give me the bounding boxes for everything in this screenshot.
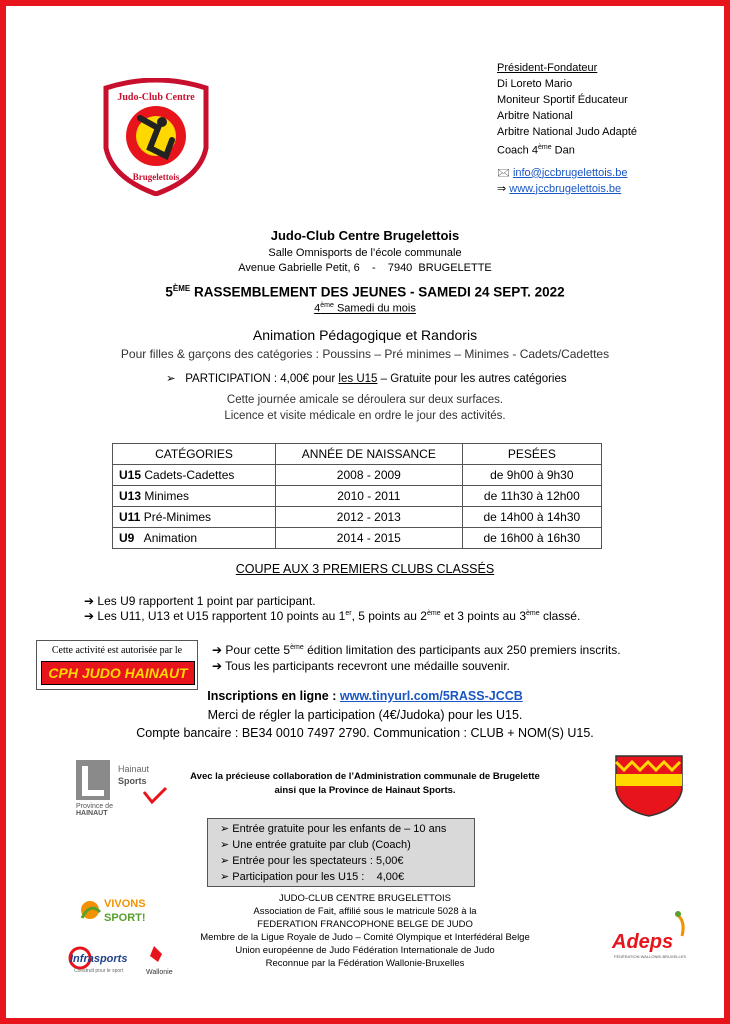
table-row: U13 Minimes 2010 - 2011 de 11h30 à 12h00 bbox=[113, 486, 602, 507]
email-row bbox=[497, 165, 637, 181]
registration-line: Inscriptions en ligne : www.tinyurl.com/5RASS-JCCB bbox=[207, 689, 523, 703]
event-title: 5ÈME RASSEMBLEMENT DES JEUNES - SAMEDI 24 SEPT. 2022 bbox=[165, 284, 565, 300]
table-row: U9 Animation 2014 - 2015 de 16h00 à 16h30 bbox=[113, 528, 602, 549]
club-name: Judo-Club Centre Brugelettois bbox=[270, 228, 460, 243]
club-logo bbox=[100, 78, 212, 196]
svg-text:FÉDÉRATION WALLONIE-BRUXELLES: FÉDÉRATION WALLONIE-BRUXELLES bbox=[614, 954, 687, 959]
svg-text:Infrasports: Infrasports bbox=[70, 953, 128, 965]
category-table bbox=[112, 443, 602, 549]
logo-text-bottom: Brugelettois bbox=[132, 172, 180, 182]
website-row bbox=[497, 181, 637, 197]
table-header: ANNÉE DE NAISSANCE bbox=[276, 444, 463, 465]
event-subtitle: 4ème Samedi du mois bbox=[314, 302, 416, 315]
cup-title: COUPE AUX 3 PREMIERS CLUBS CLASSÉS bbox=[235, 562, 495, 576]
table-row: U15 Cadets-Cadettes 2008 - 2009 de 9h00 à 9h30 bbox=[113, 465, 602, 486]
arrow-icon: ⇒ bbox=[497, 182, 507, 195]
collab-line-1: Avec la précieuse collaboration de l’Administration communale de Brugelette bbox=[190, 771, 540, 782]
president-line: Arbitre National Judo Adapté bbox=[497, 126, 638, 138]
club-venue: Salle Omnisports de l’école communale bbox=[268, 247, 462, 259]
bank-line: Compte bancaire : BE34 0010 7497 2790. Communication : CLUB + NOM(S) U15. bbox=[136, 726, 594, 740]
cph-bar: CPH JUDO HAINAUT bbox=[41, 661, 195, 685]
svg-text:Province de: Province de bbox=[76, 803, 113, 810]
fee-item: ➢ Entrée gratuite pour les enfants de – 10 ans bbox=[220, 821, 474, 837]
fees-box bbox=[207, 818, 475, 887]
note-line-2: Licence et visite médicale en ordre le jour des activités. bbox=[224, 410, 506, 422]
brugelette-coat-of-arms bbox=[614, 754, 684, 818]
vivons-sport-logo bbox=[78, 890, 158, 930]
svg-text:VIVONS: VIVONS bbox=[104, 898, 146, 910]
president-block bbox=[497, 60, 637, 197]
cup-line-1: ➔ Les U9 rapportent 1 point par participant. bbox=[84, 594, 316, 608]
payment-line: Merci de régler la participation (4€/Judoka) pour les U15. bbox=[207, 708, 523, 722]
svg-text:Sports: Sports bbox=[118, 776, 147, 786]
note-line-1: Cette journée amicale se déroulera sur deux surfaces. bbox=[226, 394, 504, 406]
footer-text: JUDO-CLUB CENTRE BRUGELETTOIS Association de Fait, affilié sous le matricule 5028 à la FEDERATION FRANCOPHONE BELGE DE JUDO Membre de la Ligue Royale de Judo – Comité Olympique et Interfédéral Belge Union européenne de Judo Fédération Internationale de Judo Reconnue par la Fédération Wallonie-Bruxelles bbox=[200, 893, 530, 969]
activity-title: Animation Pédagogique et Randoris bbox=[252, 327, 478, 343]
email-icon: 🖂 bbox=[497, 166, 510, 179]
table-header-row bbox=[113, 444, 602, 465]
registration-link[interactable]: www.tinyurl.com/5RASS-JCCB bbox=[339, 689, 523, 703]
fee-item: ➢ Une entrée gratuite par club (Coach) bbox=[220, 837, 474, 853]
audience-text: Pour filles & garçons des catégories : Poussins – Pré minimes – Minimes - Cadets/Cadettes bbox=[120, 347, 610, 361]
limit-line-1: ➔ Pour cette 5ème édition limitation des participants aux 250 premiers inscrits. bbox=[212, 643, 621, 657]
cup-line-2: ➔ Les U11, U13 et U15 rapportent 10 points au 1er, 5 points au 2ème et 3 points au 3ème classé. bbox=[84, 609, 581, 623]
fee-item: ➢ Entrée pour les spectateurs : 5,00€ bbox=[220, 853, 474, 869]
cph-badge bbox=[36, 640, 198, 690]
club-address: Avenue Gabrielle Petit, 6 - 7940 BRUGELETTE bbox=[238, 262, 492, 274]
president-line: Moniteur Sportif Éducateur bbox=[497, 94, 628, 106]
fee-item: ➢ Participation pour les U15 : 4,00€ bbox=[220, 869, 474, 885]
adeps-logo bbox=[606, 910, 692, 966]
email-link[interactable]: info@jccbrugelettois.be bbox=[512, 166, 628, 179]
table-header: PESÉES bbox=[462, 444, 601, 465]
coach-line: Coach 4ème Dan bbox=[497, 144, 575, 157]
president-line: Di Loreto Mario bbox=[497, 78, 573, 90]
participation-line: ➢ PARTICIPATION : 4,00€ pour les U15 – Gratuite pour les autres catégories bbox=[166, 373, 567, 385]
logo-text-top: Judo-Club Centre bbox=[117, 92, 195, 103]
limit-line-2: ➔ Tous les participants recevront une médaille souvenir. bbox=[212, 659, 510, 673]
table-row: U11 Pré-Minimes 2012 - 2013 de 14h00 à 14h30 bbox=[113, 507, 602, 528]
table-header: CATÉGORIES bbox=[113, 444, 276, 465]
president-line: Arbitre National bbox=[497, 110, 573, 122]
cph-caption: Cette activité est autorisée par le bbox=[51, 645, 183, 656]
president-title: Président-Fondateur bbox=[497, 62, 598, 74]
svg-text:HAINAUT: HAINAUT bbox=[76, 810, 108, 816]
infrasports-logo bbox=[66, 940, 176, 980]
collab-line-2: ainsi que la Province de Hainaut Sports. bbox=[274, 785, 456, 796]
svg-text:Adeps: Adeps bbox=[612, 931, 674, 953]
svg-text:SPORT!: SPORT! bbox=[104, 912, 146, 924]
svg-text:Wallonie: Wallonie bbox=[146, 969, 173, 976]
svg-text:Hainaut: Hainaut bbox=[118, 764, 150, 774]
svg-text:Construit pour le sport: Construit pour le sport bbox=[74, 968, 124, 974]
website-link[interactable]: www.jccbrugelettois.be bbox=[509, 182, 622, 195]
